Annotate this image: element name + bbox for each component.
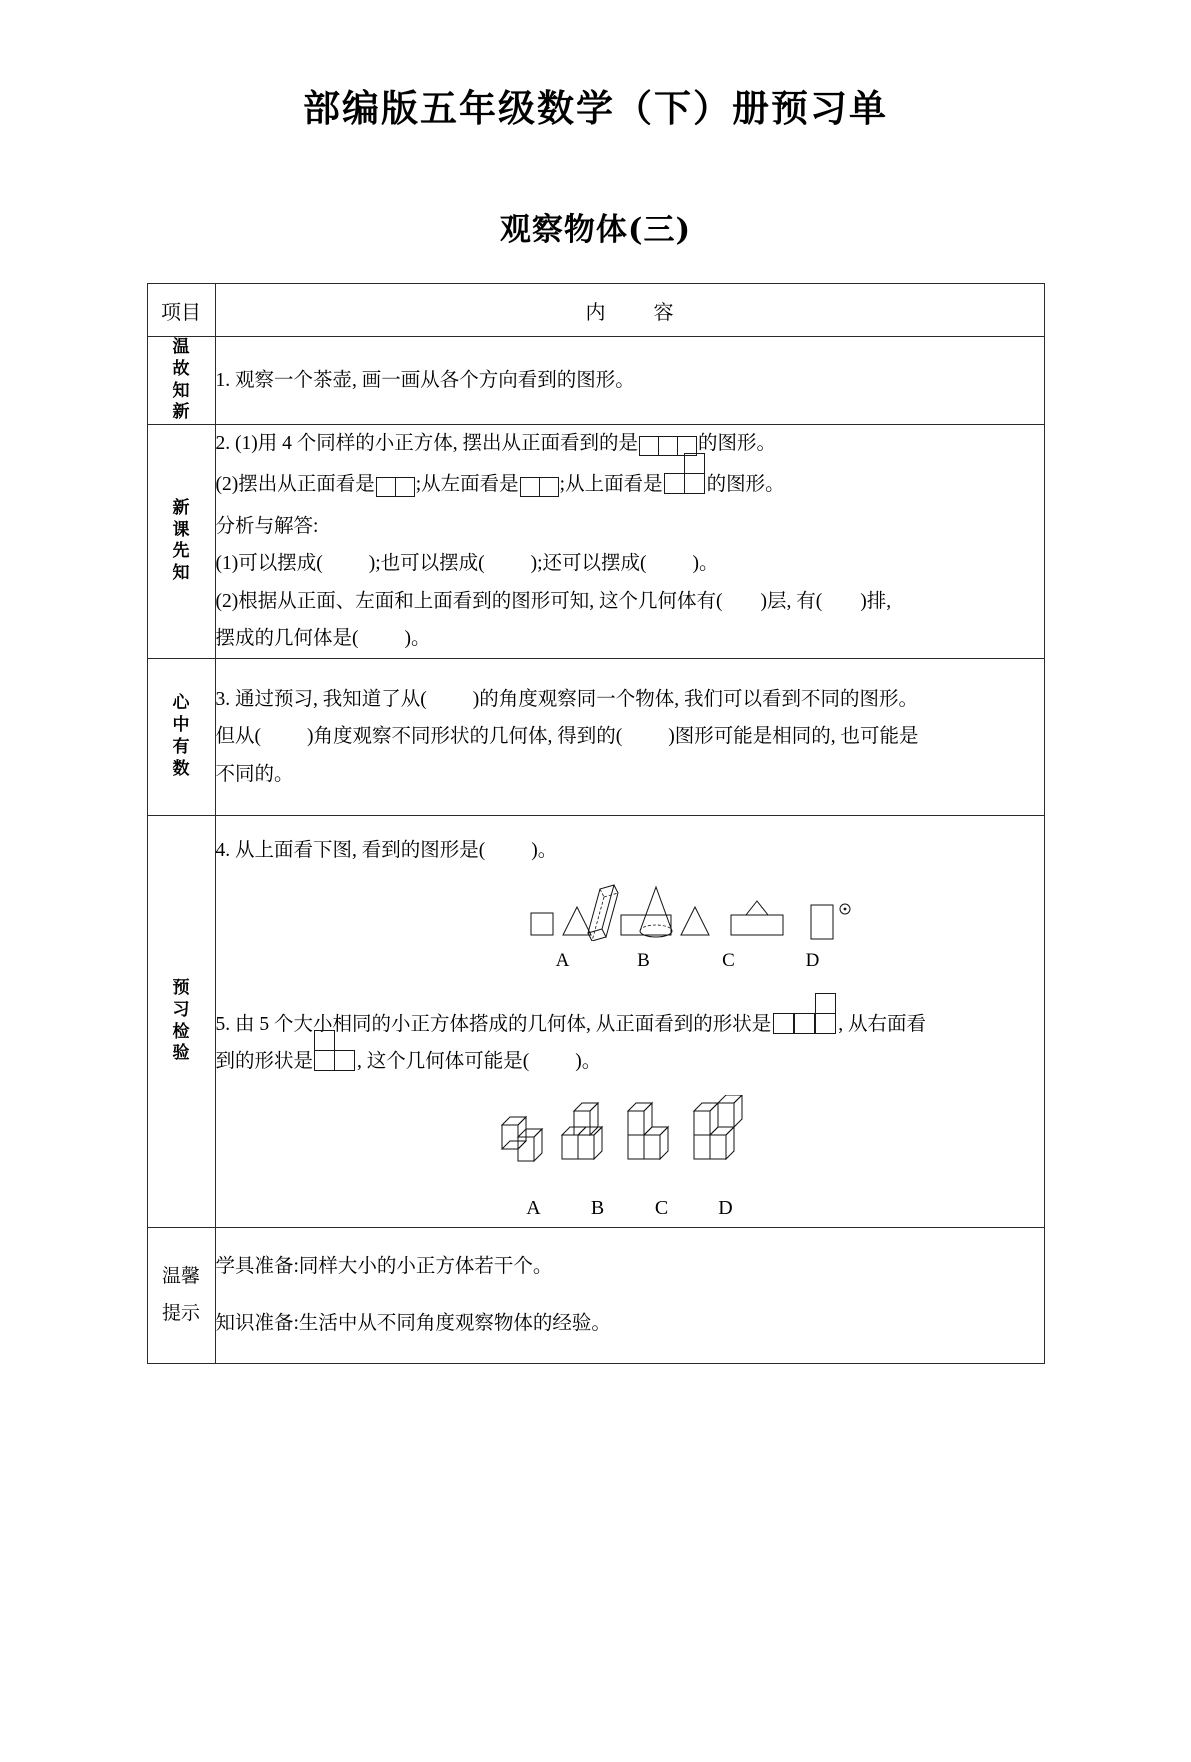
square-cell — [794, 1013, 815, 1034]
question-5-text: , 从右面看 — [838, 1013, 927, 1035]
row-label-tips — [147, 1228, 215, 1364]
tips-line-2: 知识准备:生活中从不同角度观察物体的经验。 — [215, 1313, 611, 1335]
row-content-newlesson — [215, 425, 1044, 659]
analysis-line-2 — [216, 583, 1044, 620]
question-2-text-b: 的图形。 — [698, 433, 777, 454]
question-5-option-labels — [216, 1189, 1044, 1227]
square-cell — [639, 436, 659, 456]
question-5-line-1 — [216, 1006, 1044, 1043]
worksheet-table — [147, 283, 1045, 1364]
shape-l-top-view — [664, 473, 706, 494]
question-2-part-1 — [216, 425, 1044, 466]
row-label-char: 验 — [172, 1043, 190, 1064]
row-label-char: 习 — [172, 999, 190, 1020]
option-label-b[interactable]: B — [590, 1196, 605, 1219]
question-2-text-f: 的图形。 — [706, 474, 785, 496]
row-label-check — [147, 815, 215, 1227]
question-3-text: 但从( — [215, 726, 261, 748]
square-cell — [314, 1050, 335, 1071]
option-label-a[interactable]: A — [555, 950, 570, 972]
question-3-text: )图形可能是相同的, 也可能是 — [668, 726, 919, 748]
question-5-text: , 这个几何体可能是( — [357, 1051, 530, 1073]
question-4-text: 4. 从上面看下图, 看到的图形是( — [215, 839, 486, 861]
square-cell — [773, 1013, 794, 1034]
question-2-text-d: ;从左面看是 — [415, 474, 519, 496]
question-3-text: )的角度观察同一个物体, 我们可以看到不同的图形。 — [472, 688, 918, 710]
question-4 — [216, 832, 1044, 869]
table-row — [147, 815, 1044, 1227]
row-label-char: 课 — [172, 519, 190, 540]
table-footer-row — [147, 1228, 1044, 1364]
row-label-understanding — [147, 658, 215, 815]
table-row — [147, 337, 1044, 425]
option-label-d[interactable]: D — [805, 950, 820, 972]
question-5-option-solids — [500, 1095, 760, 1181]
question-2-text-c: (2)摆出从正面看是 — [215, 474, 375, 496]
analysis-title: 分析与解答: — [215, 515, 319, 537]
question-5-line-2 — [216, 1043, 1044, 1080]
shape-two-squares-left — [520, 470, 559, 507]
question-3-line-3: 不同的。 — [215, 763, 294, 785]
table-header-row — [147, 284, 1044, 337]
row-label-newlesson — [147, 425, 215, 659]
square-cell — [815, 993, 836, 1014]
analysis-text: )。 — [404, 628, 431, 650]
question-3-line-1 — [216, 681, 1044, 718]
row-label-char: 提示 — [161, 1303, 200, 1325]
analysis-line-3 — [216, 620, 1044, 657]
worksheet-page — [0, 78, 1191, 1762]
row-label-char: 有 — [172, 736, 190, 757]
row-label-char: 温馨 — [161, 1266, 200, 1288]
analysis-text: (2)根据从正面、左面和上面看到的图形可知, 这个几何体有( — [215, 590, 723, 612]
analysis-text: );也可以摆成( — [368, 553, 485, 575]
header-cell-item: 项目 — [147, 284, 215, 337]
option-label-c[interactable]: C — [722, 950, 735, 972]
question-3-text: 3. 通过预习, 我知道了从( — [215, 688, 427, 710]
row-label-review — [147, 337, 215, 425]
row-label-char: 温 — [172, 337, 190, 357]
question-5-figures — [216, 1095, 1044, 1181]
row-content-check — [215, 815, 1044, 1227]
square-cell — [539, 477, 559, 497]
row-label-char: 故 — [172, 358, 190, 379]
question-3-line-2 — [216, 718, 1044, 755]
question-2-text-e: ;从上面看是 — [559, 474, 663, 496]
question-2-part-2 — [216, 466, 1044, 507]
row-content-tips — [215, 1228, 1044, 1364]
square-cell — [664, 473, 685, 494]
page-subtitle: 观察物体(三) — [499, 212, 692, 248]
shape-right-view-q5 — [314, 1050, 356, 1071]
square-cell — [684, 473, 705, 494]
option-label-d[interactable]: D — [718, 1196, 733, 1219]
row-label-char: 数 — [172, 758, 190, 779]
analysis-text: );还可以摆成( — [530, 553, 647, 575]
row-label-char: 知 — [172, 563, 190, 584]
square-cell — [684, 453, 705, 474]
analysis-text: )层, 有( — [760, 590, 823, 612]
question-5-text: )。 — [575, 1051, 602, 1073]
question-2-text-a: 2. (1)用 4 个同样的小正方体, 摆出从正面看到的是 — [215, 433, 638, 454]
row-label-char: 检 — [172, 1021, 190, 1042]
question-5-text: 到的形状是 — [215, 1051, 314, 1073]
square-cell — [658, 436, 678, 456]
question-4-option-shapes — [525, 879, 855, 941]
row-label-char: 预 — [172, 978, 190, 999]
square-cell — [314, 1030, 335, 1051]
option-label-c[interactable]: C — [654, 1196, 669, 1219]
question-4-options-row — [216, 879, 1044, 941]
question-3-text: )角度观察不同形状的几何体, 得到的( — [307, 726, 623, 748]
square-cell — [815, 1013, 836, 1034]
row-label-char: 中 — [172, 715, 190, 736]
square-cell — [376, 477, 396, 497]
row-content-review — [215, 337, 1044, 425]
option-label-b[interactable]: B — [637, 950, 650, 972]
question-5-text: 5. 由 5 个大小相同的小正方体搭成的几何体, 从正面看到的形状是 — [215, 1013, 772, 1035]
row-label-char: 先 — [172, 541, 190, 562]
question-4-text: )。 — [531, 839, 558, 861]
table-row — [147, 425, 1044, 659]
analysis-text: 摆成的几何体是( — [215, 628, 359, 650]
shape-two-squares-front — [376, 470, 415, 507]
row-label-char: 新 — [172, 497, 190, 518]
square-cell — [334, 1050, 355, 1071]
analysis-text: )。 — [692, 553, 719, 575]
option-label-a[interactable]: A — [526, 1196, 541, 1219]
analysis-text: )排, — [860, 590, 892, 612]
square-cell — [395, 477, 415, 497]
analysis-line-1 — [216, 545, 1044, 582]
row-content-understanding — [215, 658, 1044, 815]
page-title: 部编版五年级数学（下）册预习单 — [303, 86, 888, 130]
square-cell — [520, 477, 540, 497]
table-row — [147, 658, 1044, 815]
row-label-char: 心 — [172, 693, 190, 714]
analysis-text: (1)可以摆成( — [215, 553, 323, 575]
question-1: 1. 观察一个茶壶, 画一画从各个方向看到的图形。 — [215, 369, 635, 391]
row-label-char: 知 — [172, 380, 190, 401]
tips-line-1: 学具准备:同样大小的小正方体若干个。 — [215, 1255, 553, 1277]
question-4-option-labels — [216, 943, 1044, 979]
header-cell-content: 内 容 — [215, 284, 1044, 337]
shape-front-view-q5 — [773, 1013, 836, 1034]
row-label-char: 新 — [172, 402, 190, 423]
